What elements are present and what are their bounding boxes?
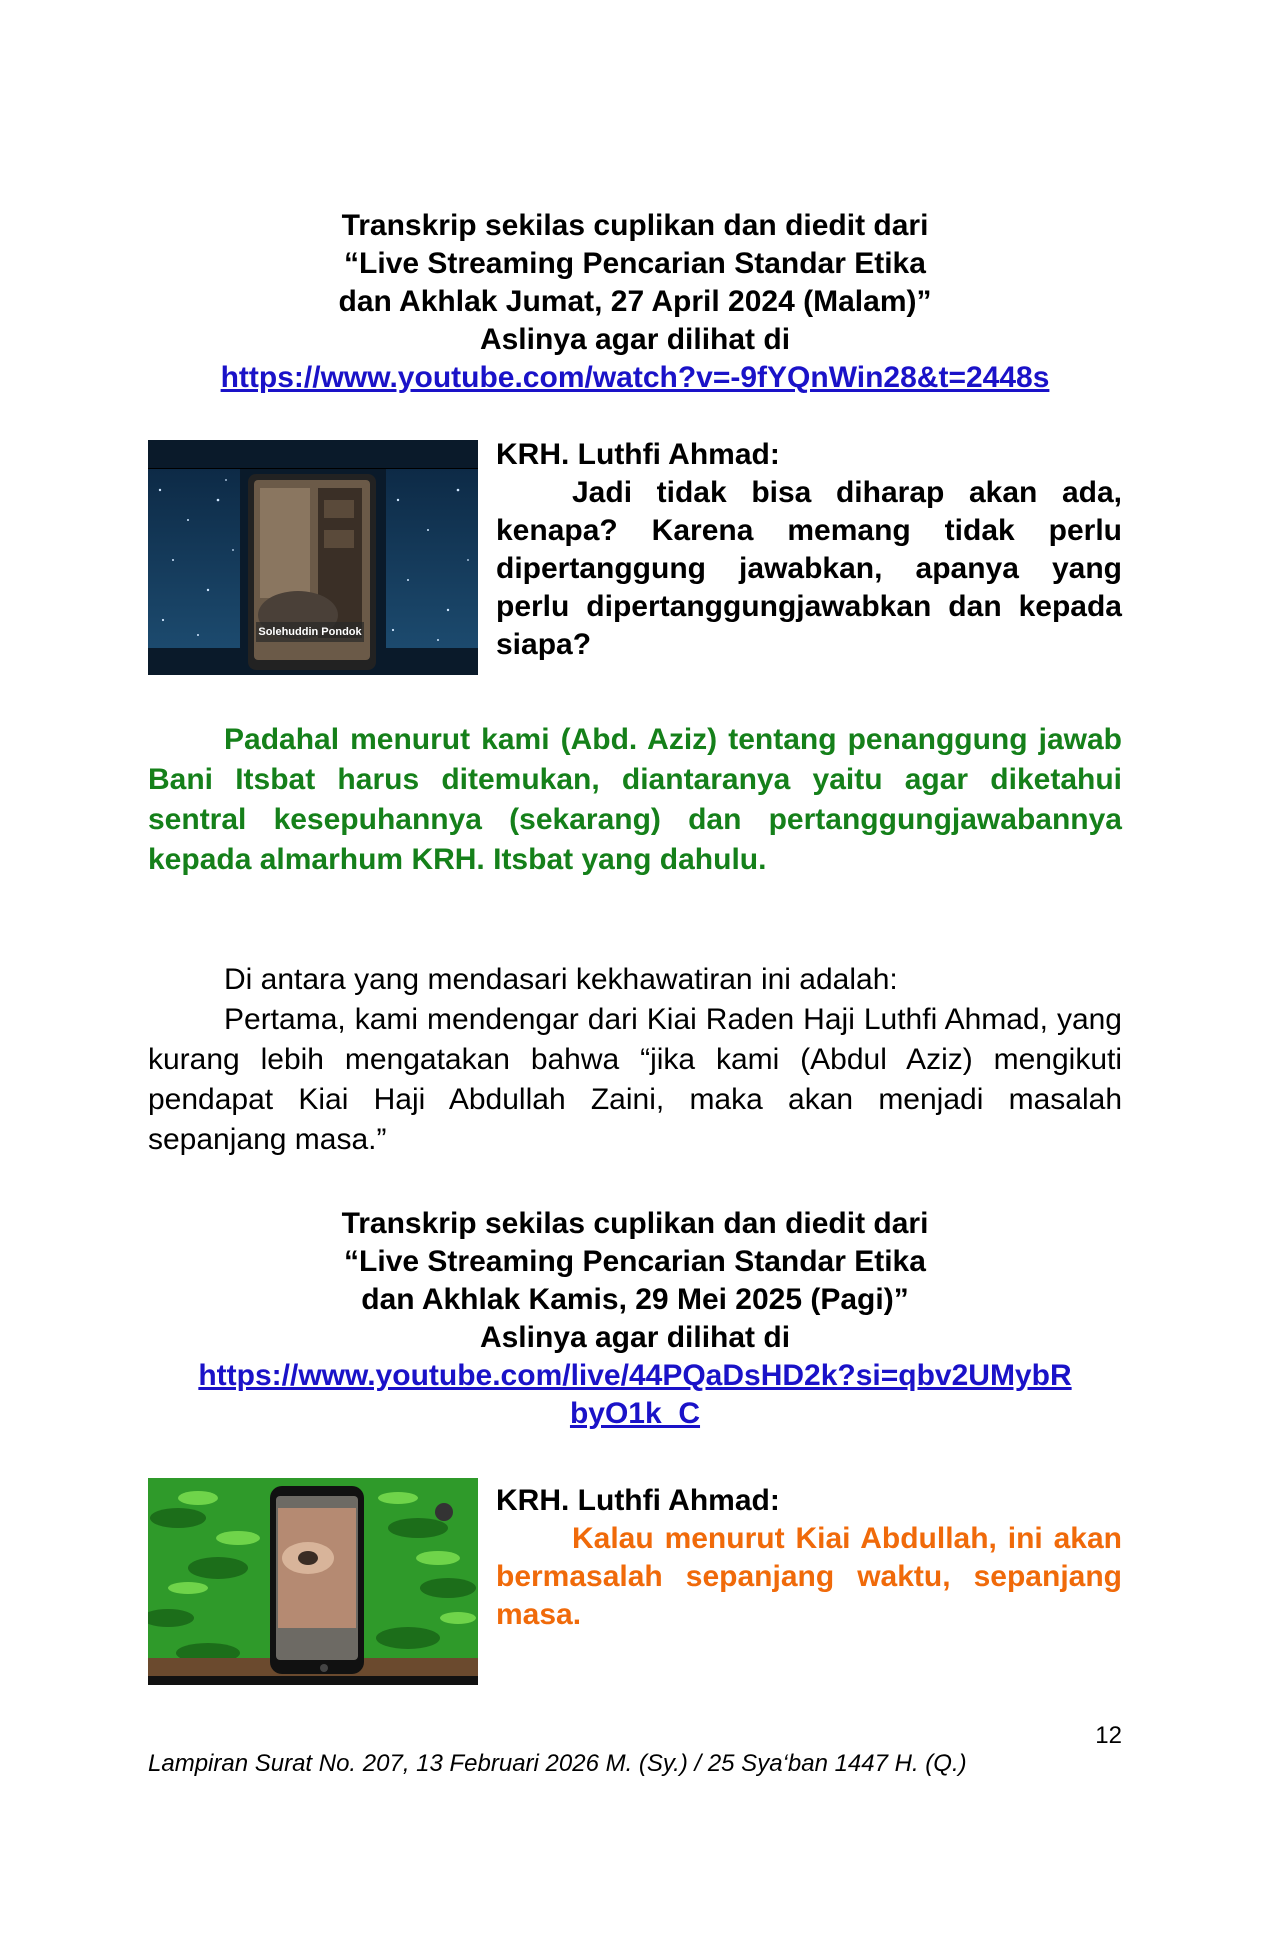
speaker-block-1 [496,436,1122,664]
participant-name-label: Solehuddin Pondok [256,622,364,642]
youtube-link-1[interactable]: https://www.youtube.com/watch?v=-9fYQnWin28&t=2448s [220,361,1050,394]
speaker-quote: Kalau menurut Kiai Abdullah, ini akan bermasalah sepanjang waktu, sepanjang masa. [496,1522,1122,1631]
heading-line: “Live Streaming Pencarian Standar Etika [344,247,926,280]
heading-line: Aslinya agar dilihat di [479,1321,791,1354]
heading-line: Transkrip sekilas cuplikan dan diedit dari [341,209,929,242]
heading-line: Aslinya agar dilihat di [479,323,791,356]
section2-heading [148,1205,1122,1433]
heading-line: dan Akhlak Kamis, 29 Mei 2025 (Pagi)” [361,1283,909,1316]
page-number: 12 [1095,1722,1122,1749]
speaker-block-2 [496,1482,1122,1634]
body-paragraph-2: Pertama, kami mendengar dari Kiai Raden Haji Luthfi Ahmad, yang kurang lebih mengatakan bahwa “jika kami (Abdul Aziz) mengikuti pendapat Kiai Haji Abdullah Zaini, maka akan menjadi masalah sepanjang masa.” [148,1003,1122,1156]
video-thumbnail-2 [148,1478,478,1685]
speaker-name: KRH. Luthfi Ahmad: [496,438,780,471]
speaker-quote: Jadi tidak bisa diharap akan ada, kenapa? Karena memang tidak perlu dipertanggung jawabkan, apanya yang perlu dipertanggungjawabkan dan kepada siapa? [496,476,1122,661]
heading-line: Transkrip sekilas cuplikan dan diedit dari [341,1207,929,1240]
document-page [148,0,1122,1948]
youtube-link-2-part2[interactable]: byO1k_C [569,1397,701,1430]
garden-video-frame [148,1478,478,1685]
footer-reference: Lampiran Surat No. 207, 13 Februari 2026 M. (Sy.) / 25 Sya‘ban 1447 H. (Q.) [148,1750,967,1777]
youtube-link-2-part1[interactable]: https://www.youtube.com/live/44PQaDsHD2k?si=qbv2UMybR [198,1359,1072,1392]
body-text [148,960,1122,1160]
commentary-paragraph: Padahal menurut kami (Abd. Aziz) tentang penanggung jawab Bani Itsbat harus ditemukan, diantaranya yaitu agar diketahui sentral kesepuhannya (sekarang) dan pertanggungjawabannya kepada almarhum KRH. Itsbat yang dahulu. [148,723,1122,876]
body-paragraph-1: Di antara yang mendasari kekhawatiran ini adalah: [224,963,898,996]
video-thumbnail-1 [148,440,478,675]
heading-line: dan Akhlak Jumat, 27 April 2024 (Malam)” [338,285,932,318]
speaker-name: KRH. Luthfi Ahmad: [496,1484,780,1517]
section1-heading [148,207,1122,397]
heading-line: “Live Streaming Pencarian Standar Etika [344,1245,926,1278]
